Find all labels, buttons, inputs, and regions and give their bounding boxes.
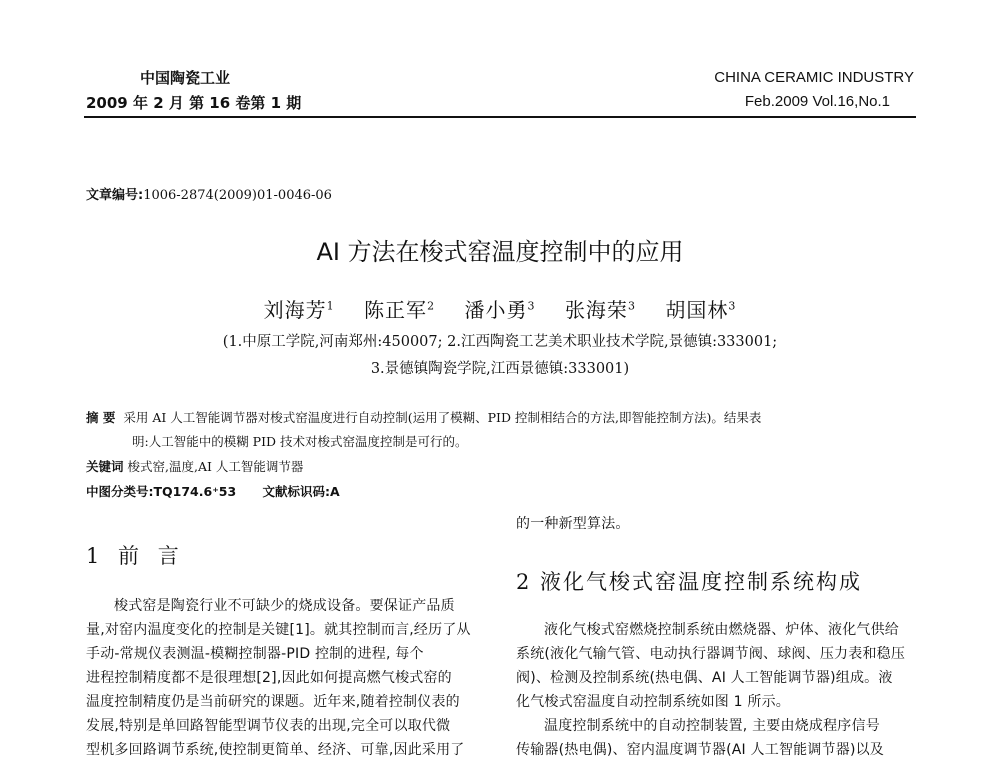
affiliation-line: (1.中原工学院,河南郑州:450007; 2.江西陶瓷工艺美术职业技术学院,景德镇:333001;	[222, 334, 778, 350]
text-line: 梭式窑是陶瓷行业不可缺少的烧成设备。要保证产品质	[114, 598, 455, 614]
text-line: 型机多回路调节系统,使控制更简单、经济、可靠,因此采用了	[86, 742, 465, 758]
continuation-text: 的一种新型算法。	[516, 516, 630, 532]
journal-name-en: CHINA CERAMIC INDUSTRY	[714, 69, 914, 86]
author: 潘小勇$^3$	[464, 298, 536, 322]
section-2-body	[516, 618, 916, 762]
clc-label: 中图分类号:	[86, 484, 154, 499]
article-title: AI 方法在梭式窑温度控制中的应用	[316, 238, 684, 266]
text-line: 温度控制系统中的自动控制装置, 主要由烧成程序信号	[544, 718, 880, 734]
article-number-value: 1006-2874(2009)01-0046-06	[143, 188, 332, 203]
clc-value: TQ174.6⁺53	[153, 484, 237, 499]
text-line: 发展,特别是单回路智能型调节仪表的出现,完全可以取代微	[86, 718, 451, 734]
text-line: 阀)、检测及控制系统(热电偶、AI 人工智能调节器)组成。液	[516, 670, 893, 686]
classification	[86, 482, 340, 500]
abstract-text-line2: 明:人工智能中的模糊 PID 技术对梭式窑温度控制是可行的。	[132, 434, 468, 449]
keywords-value: 梭式窑,温度,AI 人工智能调节器	[127, 459, 304, 474]
issue-info-en: Feb.2009 Vol.16,No.1	[744, 93, 890, 110]
article-number-label: 文章编号:	[86, 188, 144, 203]
text-line: 化气梭式窑温度自动控制系统如图 1 所示。	[516, 694, 791, 710]
author: 胡国林$^3$	[665, 298, 737, 322]
text-line: 进程控制精度都不是很理想[2],因此如何提高燃气梭式窑的	[86, 670, 452, 686]
abstract-text-line1: 采用 AI 人工智能调节器对梭式窑温度进行自动控制(运用了模糊、PID 控制相结合的方法,即智能控制方法)。结果表	[123, 410, 762, 425]
issue-info-cn: 2009 年 2 月 第 16 卷第 1 期	[86, 94, 302, 112]
abstract-label: 摘 要	[86, 410, 116, 425]
text-line: 系统(液化气输气管、电动执行器调节阀、球阀、压力表和稳压	[516, 646, 906, 662]
section-1-heading: 1 前 言	[86, 544, 185, 568]
article-number	[86, 184, 332, 203]
text-line: 液化气梭式窑燃烧控制系统由燃烧器、炉体、液化气供给	[544, 622, 899, 638]
keywords-label: 关键词	[86, 459, 124, 474]
author: 张海荣$^3$	[564, 298, 636, 322]
doc-code-value: A	[330, 484, 340, 499]
author: 陈正军$^2$	[364, 298, 436, 322]
affiliation-line: 3.景德镇陶瓷学院,江西景德镇:333001)	[370, 361, 630, 377]
author: 刘海芳$^1$	[263, 298, 335, 322]
text-line: 量,对窑内温度变化的控制是关键[1]。就其控制而言,经历了从	[86, 622, 471, 638]
section-1-body	[86, 594, 486, 762]
text-line: 手动-常规仪表测温-模糊控制器-PID 控制的进程, 每个	[86, 646, 424, 662]
section-2-heading: 2 液化气梭式窑温度控制系统构成	[516, 570, 863, 594]
keywords	[86, 457, 303, 475]
text-line: 传输器(热电偶)、窑内温度调节器(AI 人工智能调节器)以及	[516, 742, 885, 758]
text-line: 温度控制精度仍是当前研究的课题。近年来,随着控制仪表的	[86, 694, 460, 710]
header-rule	[84, 116, 916, 118]
journal-name-cn: 中国陶瓷工业	[140, 69, 231, 87]
doc-code-label: 文献标识码:	[262, 484, 331, 499]
abstract	[86, 408, 761, 426]
author-list	[0, 294, 1000, 323]
